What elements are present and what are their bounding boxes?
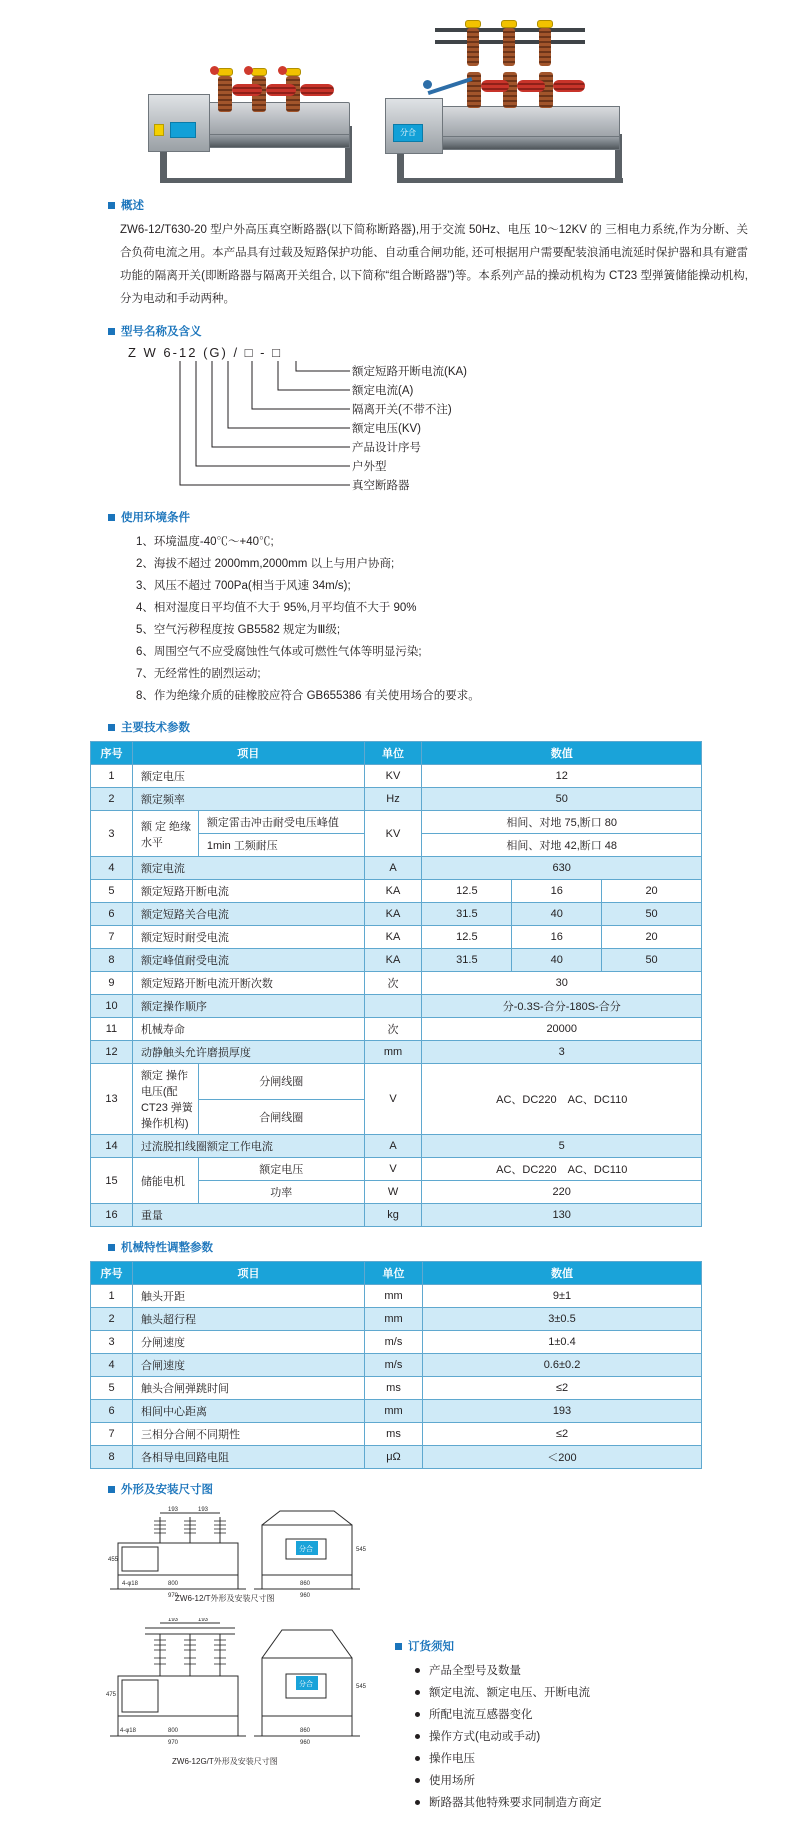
cell-value: 31.5 [422,949,512,972]
dim-label: 193 [168,1507,179,1513]
dim-label: 193 [198,1618,209,1623]
cell-no: 2 [91,1308,133,1331]
cell-value: 相间、对地 75,断口 80 [422,811,702,834]
cell-value: AC、DC220 AC、DC110 [422,1158,702,1181]
bullet-icon [108,328,115,335]
cell-unit: KA [364,880,422,903]
cell-item: 额定短路开断电流开断次数 [132,972,364,995]
cell-no: 7 [91,1423,133,1446]
cell-unit: KV [364,765,422,788]
dim-label: 455 [108,1557,119,1563]
cell-item: 动静触头允许磨损厚度 [132,1041,364,1064]
dim-label: 960 [300,1593,311,1599]
cell-value: 0.6±0.2 [423,1354,702,1377]
cell-unit: V [364,1064,422,1135]
table-row [91,1285,702,1308]
notice-item: 使用场所 [415,1770,793,1792]
cell-unit: A [364,1135,422,1158]
dim-label: 4-φ18 [120,1728,136,1734]
notice-item: 所配电流互感器变化 [415,1704,793,1726]
cell-value: 40 [512,903,602,926]
cell-value: 130 [422,1204,702,1227]
outline-drawing-2 [0,1608,793,1808]
table-row [91,1400,702,1423]
cell-no: 4 [91,1354,133,1377]
cell-item: 各相导电回路电阻 [133,1446,365,1469]
drawing-caption-1: ZW6-12/T外形及安装尺寸图 [175,1594,275,1603]
bullet-icon [395,1643,402,1650]
cell-value: 16 [512,880,602,903]
cell-item: 触头开距 [133,1285,365,1308]
cell-item: 额定峰值耐受电流 [132,949,364,972]
section-heading-mech-params [108,1239,793,1255]
cell-item: 额 定 绝缘水平 [132,811,198,857]
th-no: 序号 [91,1262,133,1285]
cell-no: 9 [91,972,133,995]
notice-item: 操作电压 [415,1748,793,1770]
cell-item: 额定电压 [132,765,364,788]
cell-value: 220 [422,1181,702,1204]
dim-label: 800 [168,1581,179,1587]
cell-item: 三相分合闸不同期性 [133,1423,365,1446]
cell-value: 12.5 [422,926,512,949]
plate-label: 分合 [299,1681,313,1688]
order-notice-list [0,1660,793,1814]
cell-value: 分-0.3S-合分-180S-合分 [422,995,702,1018]
cell-subitem: 1min 工频耐压 [198,834,364,857]
cell-item: 过流脱扣线圈额定工作电流 [132,1135,364,1158]
model-code: Z W 6-12 (G) / □ - □ [128,345,282,360]
cell-item: 额定操作顺序 [132,995,364,1018]
env-item: 6、周围空气不应受腐蚀性气体或可燃性气体等明显污染; [136,646,422,658]
model-item-0: 额定短路开断电流(KA) [352,366,467,378]
cell-subitem: 分闸线圈 [198,1064,364,1100]
table-row [91,765,702,788]
cell-no: 4 [91,857,133,880]
cell-value: ≤2 [423,1423,702,1446]
cell-item: 额定短路关合电流 [132,903,364,926]
table-row [91,1423,702,1446]
outline-title: 外形及安装尺寸图 [121,1484,213,1496]
cell-unit: mm [365,1308,423,1331]
cell-unit [364,995,422,1018]
table-row [91,880,702,903]
th-no: 序号 [91,742,133,765]
dim-label: 860 [300,1728,311,1734]
th-value: 数值 [422,742,702,765]
nameplate-left [170,122,196,138]
drawing-caption-2: ZW6-12G/T外形及安装尺寸图 [172,1757,278,1766]
model-item-1: 额定电流(A) [352,385,414,397]
cell-value: 50 [602,949,702,972]
section-heading-overview [108,197,793,213]
env-item: 4、相对湿度日平均值不大于 95%,月平均值不大于 90% [136,602,417,614]
table-header-row [91,742,702,765]
model-item-3: 额定电压(KV) [352,423,421,435]
cell-unit: W [364,1181,422,1204]
cell-item: 相间中心距离 [133,1400,365,1423]
cell-unit: mm [365,1285,423,1308]
product-photo-zw6-12gt [375,6,665,181]
cell-unit: Hz [364,788,422,811]
cell-value: 16 [512,926,602,949]
th-item: 项目 [132,742,364,765]
section-heading-env [108,509,793,525]
cell-item: 重量 [132,1204,364,1227]
env-item: 3、风压不超过 700Pa(相当于风速 34m/s); [136,580,351,592]
cell-no: 5 [91,880,133,903]
section-heading-main-params [108,719,793,735]
cell-no: 10 [91,995,133,1018]
overview-paragraph: ZW6-12/T630-20 型户外高压真空断路器(以下简称断路器),用于交流 50Hz、电压 10～12KV 的 三相电力系统,作为分断、关合负荷电流之用。本产品具有过载及短路保护功能、自动重合闸功能, 还可根据用户需要配装浪涌电流延时保护器和具有避雷功能的隔离开关(即断路器与隔离开关组合, 以下简称“组合断路器”)等。本系列产品的操动机构为 CT23 型弹簧储能操动机构,分为电动和手动两种。 [120,224,748,305]
cell-unit: ms [365,1377,423,1400]
cell-no: 7 [91,926,133,949]
cell-no: 6 [91,1400,133,1423]
table-row [91,1135,702,1158]
order-title: 订货须知 [408,1641,454,1653]
bullet-icon [108,1244,115,1251]
warning-plate [154,124,164,136]
env-item: 2、海拔不超过 2000mm,2000mm 以上与用户协商; [136,558,395,570]
cell-no: 12 [91,1041,133,1064]
cell-subitem: 额定雷击冲击耐受电压峰值 [198,811,364,834]
outline-drawing-1 [0,1505,793,1603]
cell-unit: V [364,1158,422,1181]
env-conditions-list [0,531,793,707]
cell-value: AC、DC220 AC、DC110 [422,1064,702,1135]
cell-unit: 次 [364,1018,422,1041]
cell-unit: kg [364,1204,422,1227]
env-item: 5、空气污秽程度按 GB5582 规定为Ⅲ级; [136,624,341,636]
th-unit: 单位 [364,742,422,765]
cell-value: 40 [512,949,602,972]
cell-item: 储能电机 [132,1158,198,1204]
cell-item: 额定短时耐受电流 [132,926,364,949]
dim-label: 960 [300,1740,311,1746]
table-row [91,1354,702,1377]
table-row [91,949,702,972]
mechanical-parameters-table [90,1261,702,1469]
section-heading-model [108,323,793,339]
cell-value: 50 [422,788,702,811]
table-row [91,857,702,880]
dim-label: 4-φ18 [122,1581,138,1587]
th-value: 数值 [423,1262,702,1285]
model-item-2: 隔离开关(不带不注) [352,404,452,416]
cell-subitem: 合闸线圈 [198,1099,364,1135]
cell-value: 9±1 [423,1285,702,1308]
cell-no: 2 [91,788,133,811]
table-row [91,788,702,811]
bullet-icon [108,514,115,521]
table-row [91,1064,702,1100]
env-title: 使用环境条件 [121,512,190,524]
th-unit: 单位 [365,1262,423,1285]
main-parameters-table [90,741,702,1227]
product-photo-zw6-12t [140,6,370,181]
dim-label: 545 [356,1684,367,1690]
table-row [91,926,702,949]
cell-item: 触头超行程 [133,1308,365,1331]
env-item: 1、环境温度-40℃～+40℃; [136,536,274,548]
cell-unit: m/s [365,1331,423,1354]
plate-label: 分合 [299,1546,313,1553]
cell-unit: KA [364,926,422,949]
cell-value: 20000 [422,1018,702,1041]
table-row [91,1377,702,1400]
dim-label: 970 [168,1740,179,1746]
cell-value: ＜200 [423,1446,702,1469]
main-params-title: 主要技术参数 [121,722,190,734]
cell-unit: mm [365,1400,423,1423]
cell-unit: 次 [364,972,422,995]
cell-subitem: 功率 [198,1181,364,1204]
cell-no: 13 [91,1064,133,1135]
env-item: 7、无经常性的剧烈运动; [136,668,261,680]
product-photos [0,0,793,185]
table-row [91,1331,702,1354]
cell-value: 20 [602,880,702,903]
cell-no: 11 [91,1018,133,1041]
cell-unit: A [364,857,422,880]
cell-value: 30 [422,972,702,995]
cell-unit: mm [364,1041,422,1064]
dim-label: 193 [168,1618,179,1623]
cell-no: 3 [91,1331,133,1354]
dim-label: 193 [198,1507,209,1513]
cell-value: 12.5 [422,880,512,903]
table-row [91,1158,702,1181]
notice-item: 额定电流、额定电压、开断电流 [415,1682,793,1704]
model-designation-diagram [0,345,793,497]
cell-value: ≤2 [423,1377,702,1400]
overview-title: 概述 [121,200,144,212]
cell-value: 31.5 [422,903,512,926]
nameplate-right: 分合 [393,124,423,142]
cell-value: 12 [422,765,702,788]
cell-no: 8 [91,949,133,972]
section-heading-outline [108,1481,793,1497]
cell-item: 触头合闸弹跳时间 [133,1377,365,1400]
th-item: 项目 [133,1262,365,1285]
table-row [91,1041,702,1064]
dim-label: 860 [300,1581,311,1587]
cell-unit: KV [364,811,422,857]
cell-value: 50 [602,903,702,926]
cell-unit: m/s [365,1354,423,1377]
cell-value: 1±0.4 [423,1331,702,1354]
drawing-svg-1 [0,1505,793,1600]
table-row [91,1308,702,1331]
cell-unit: ms [365,1423,423,1446]
table-row [91,995,702,1018]
cell-no: 1 [91,1285,133,1308]
cell-item: 额定电流 [132,857,364,880]
cell-unit: μΩ [365,1446,423,1469]
cell-no: 6 [91,903,133,926]
notice-item: 产品全型号及数量 [415,1660,793,1682]
env-item: 8、作为绝缘介质的硅橡胶应符合 GB655386 有关使用场合的要求。 [136,690,480,702]
cell-no: 14 [91,1135,133,1158]
model-item-4: 产品设计序号 [352,442,421,454]
cell-no: 5 [91,1377,133,1400]
bullet-icon [108,202,115,209]
cell-item: 机械寿命 [132,1018,364,1041]
cell-item: 额定 操作电压(配 CT23 弹簧操作机构) [132,1064,198,1135]
table-row [91,903,702,926]
table-row [91,1446,702,1469]
cell-item: 额定短路开断电流 [132,880,364,903]
cell-item: 分闸速度 [133,1331,365,1354]
cell-subitem: 额定电压 [198,1158,364,1181]
notice-item: 断路器其他特殊要求同制造方商定 [415,1792,793,1814]
cell-item: 合闸速度 [133,1354,365,1377]
cell-unit: KA [364,903,422,926]
model-title: 型号名称及含义 [121,326,202,338]
table-row [91,1018,702,1041]
table-row [91,811,702,834]
mech-params-title: 机械特性调整参数 [121,1242,213,1254]
cell-value: 630 [422,857,702,880]
section-heading-order [395,1638,793,1654]
cell-value: 5 [422,1135,702,1158]
cell-value: 20 [602,926,702,949]
dim-label: 800 [168,1728,179,1734]
bullet-icon [108,724,115,731]
dim-label: 970 [168,1593,179,1599]
dim-label: 475 [106,1692,117,1698]
cell-no: 3 [91,811,133,857]
cell-no: 1 [91,765,133,788]
bullet-icon [108,1486,115,1493]
cell-value: 193 [423,1400,702,1423]
cell-item: 额定频率 [132,788,364,811]
cell-no: 15 [91,1158,133,1204]
cell-value: 3 [422,1041,702,1064]
table-header-row [91,1262,702,1285]
model-item-6: 真空断路器 [352,480,410,492]
cell-unit: KA [364,949,422,972]
cell-value: 相间、对地 42,断口 48 [422,834,702,857]
table-row [91,1204,702,1227]
cell-value: 3±0.5 [423,1308,702,1331]
dim-label: 545 [356,1547,367,1553]
cell-no: 16 [91,1204,133,1227]
table-row [91,972,702,995]
cell-no: 8 [91,1446,133,1469]
notice-item: 操作方式(电动或手动) [415,1726,793,1748]
model-item-5: 户外型 [352,461,387,473]
